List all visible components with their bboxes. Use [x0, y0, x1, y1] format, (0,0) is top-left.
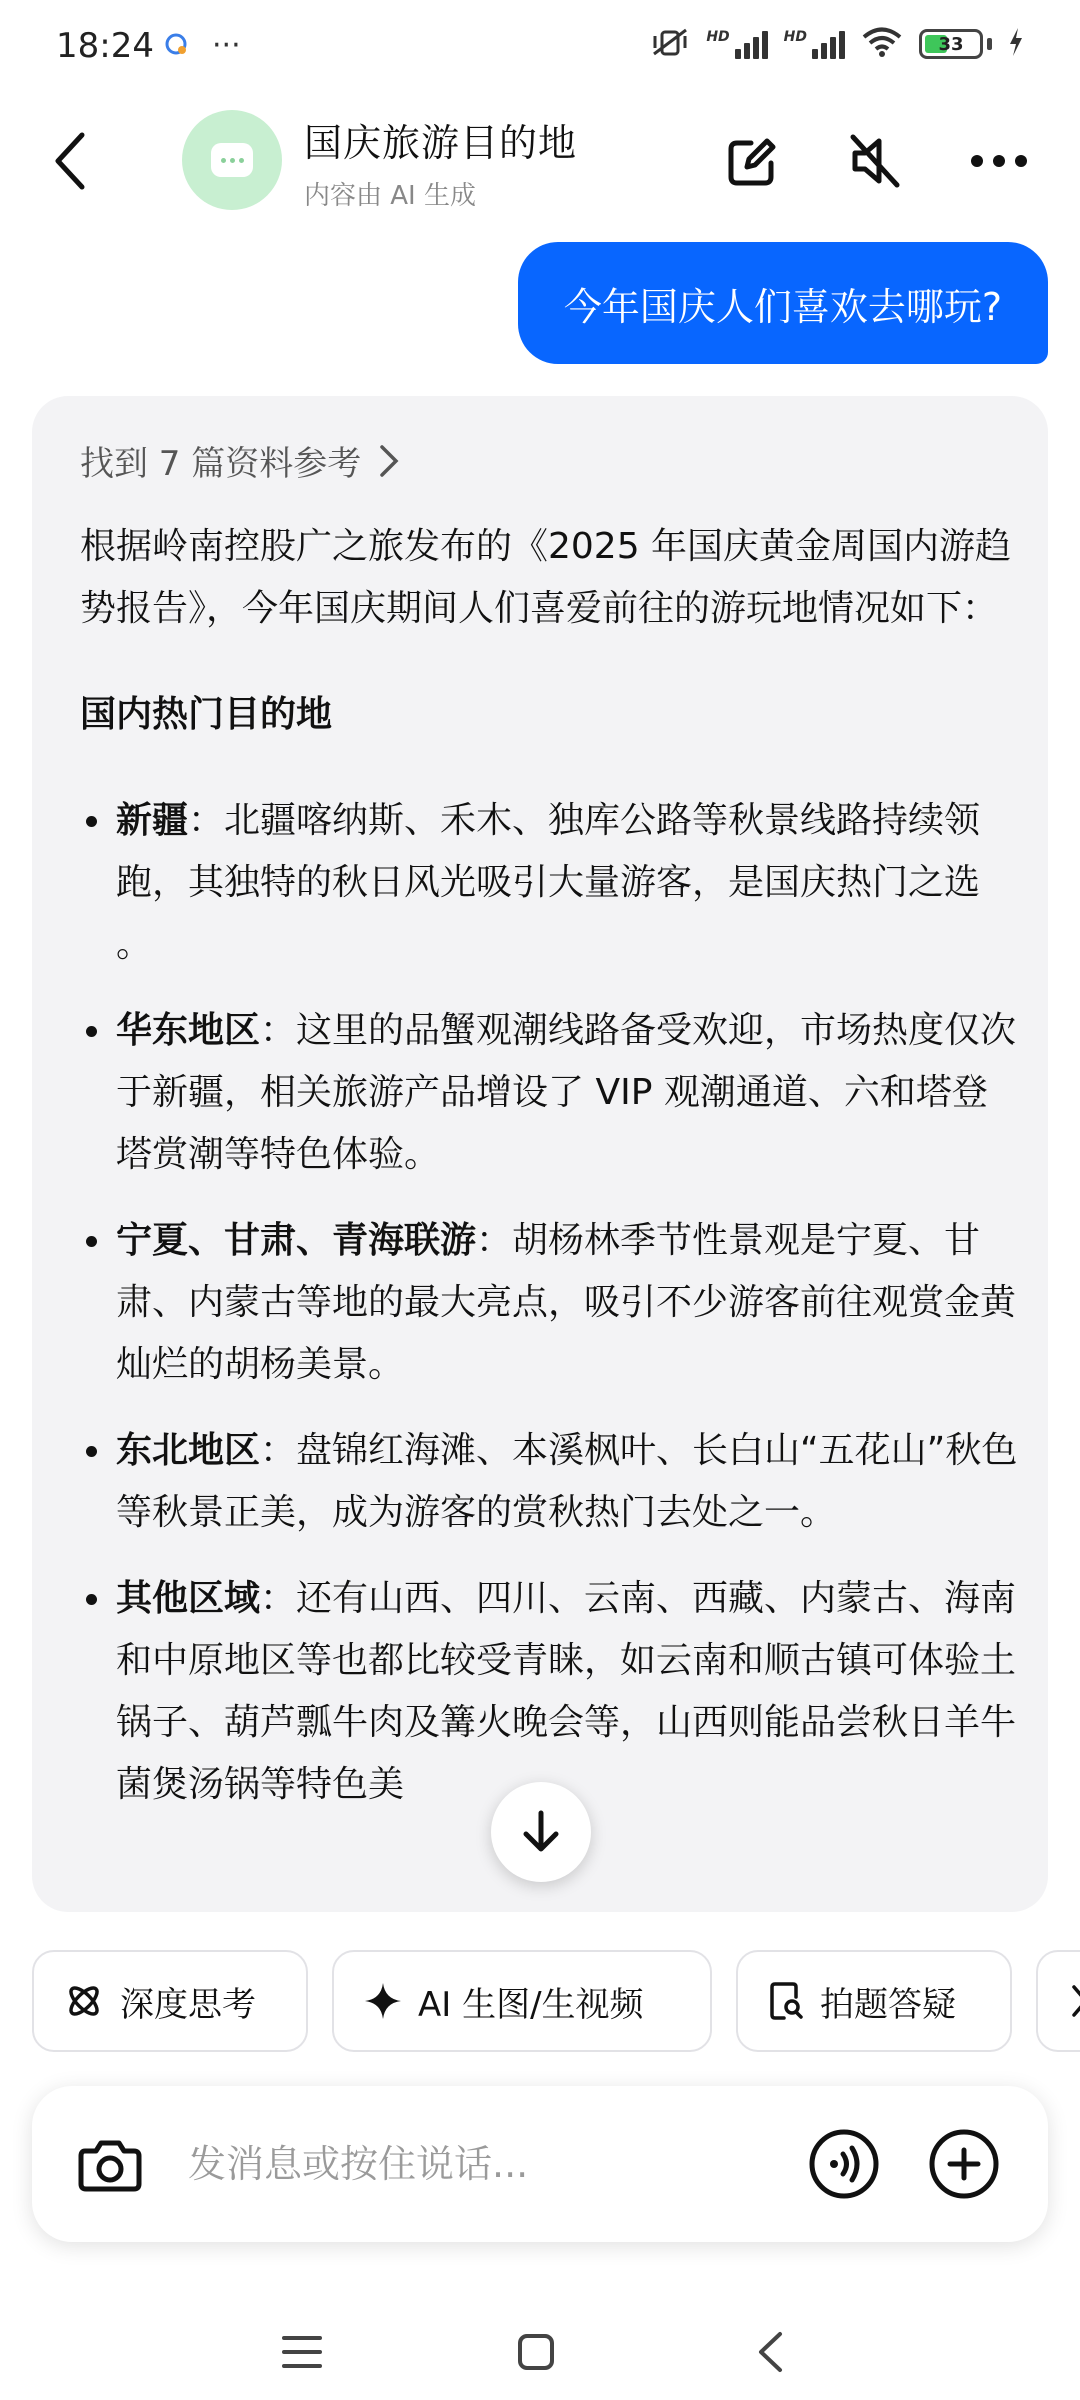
camera-button[interactable] [72, 2126, 148, 2202]
list-item-text: ：盘锦红海滩、本溪枫叶、长白山“五花山”秋色等秋景正美，成为游客的赏秋热门去处之一。 [116, 1430, 1018, 1533]
tool-icon [1068, 1981, 1080, 2021]
list-item-text: ：胡杨林季节性景观是宁夏、甘肃、内蒙古等地的最大亮点，吸引不少游客前往观赏金黄灿烂的胡杨美景。 [116, 1220, 1017, 1385]
status-right [650, 26, 1024, 62]
vibrate-mute-icon [650, 26, 690, 62]
plus-icon [928, 2128, 1000, 2200]
chip-label: 拍题答疑 [820, 1984, 956, 2025]
list-item-other [80, 1568, 1020, 1816]
chip-label: 深度思考 [120, 1984, 256, 2025]
chat-header [0, 96, 1080, 226]
camera-icon [77, 2135, 143, 2193]
edit-button[interactable] [718, 126, 788, 196]
signal-1-icon: HD [706, 29, 767, 59]
message-input-bar [32, 2086, 1048, 2242]
recent-apps-button[interactable] [272, 2322, 332, 2382]
status-time: 18:24 [56, 26, 154, 66]
list-item-label: 东北地区 [116, 1430, 261, 1471]
ai-answer-card [32, 396, 1048, 1912]
deep-think-chip[interactable] [32, 1950, 308, 2052]
battery-icon: 33 [919, 29, 983, 59]
atom-icon [64, 1981, 104, 2021]
user-message-bubble[interactable]: 今年国庆人们喜欢去哪玩? [518, 242, 1048, 364]
mute-button[interactable] [840, 126, 910, 196]
list-item-northeast [80, 1420, 1020, 1544]
status-bar [0, 0, 1080, 96]
ai-image-video-chip[interactable] [332, 1950, 712, 2052]
quick-actions-bar [32, 1950, 1080, 2054]
photo-question-chip[interactable] [736, 1950, 1012, 2052]
more-icon [969, 153, 1029, 169]
list-item-text: ：这里的品蟹观潮线路备受欢迎，市场热度仅次于新疆，相关旅游产品增设了 VIP 观潮通道、六和塔登塔赏潮等特色体验。 [116, 1010, 1017, 1175]
back-triangle-icon [755, 2330, 785, 2374]
answer-body [80, 516, 1020, 1840]
back-button[interactable] [40, 126, 100, 196]
bot-avatar[interactable] [182, 110, 282, 210]
list-item-xinjiang [80, 790, 1020, 976]
status-left-icons [162, 30, 241, 62]
voice-call-button[interactable] [806, 2126, 882, 2202]
home-square-icon [516, 2332, 556, 2372]
chevron-right-icon [379, 444, 399, 478]
more-button[interactable] [964, 126, 1034, 196]
list-item-label: 其他区域 [116, 1578, 261, 1619]
document-search-icon [768, 1981, 804, 2021]
list-item-east-china [80, 1000, 1020, 1186]
more-tools-chip[interactable] [1036, 1950, 1080, 2052]
back-icon [50, 131, 90, 191]
sparkle-icon [364, 1982, 402, 2020]
references-label: 找到 7 篇资料参考 [80, 444, 362, 484]
list-item-northwest [80, 1210, 1020, 1396]
voice-wave-icon [808, 2128, 880, 2200]
battery-tip [987, 38, 992, 50]
chat-subtitle: 内容由 AI 生成 [304, 181, 476, 211]
section-title: 国内热门目的地 [80, 694, 333, 735]
app-notification-icon [162, 30, 190, 62]
list-item-label: 华东地区 [116, 1010, 261, 1051]
chat-title: 国庆旅游目的地 [304, 121, 578, 165]
list-item-label: 新疆 [116, 800, 189, 841]
list-item-label: 宁夏、甘肃、青海联游 [116, 1220, 477, 1261]
mute-icon [847, 131, 903, 191]
references-link[interactable] [80, 436, 399, 485]
chat-bubble-icon [211, 143, 253, 177]
add-attachment-button[interactable] [926, 2126, 1002, 2202]
arrow-down-icon [521, 1810, 561, 1854]
chip-label: AI 生图/生视频 [418, 1984, 644, 2025]
answer-intro: 根据岭南控股广之旅发布的《2025 年国庆黄金周国内游趋势报告》，今年国庆期间人们喜爱前往的游玩地情况如下： [80, 526, 1012, 629]
system-nav-bar [0, 2300, 1080, 2400]
more-notifications: ··· [212, 28, 241, 63]
home-button[interactable] [506, 2322, 566, 2382]
charging-icon [1008, 28, 1024, 60]
list-item-text: ：北疆喀纳斯、禾木、独库公路等秋景线路持续领跑，其独特的秋日风光吸引大量游客，是国庆热门之选 。 [116, 800, 981, 965]
scroll-to-bottom-button[interactable] [491, 1782, 591, 1882]
menu-icon [281, 2334, 323, 2370]
edit-icon [725, 133, 781, 189]
destination-list [80, 790, 1020, 1816]
title-block [304, 112, 577, 212]
message-input[interactable] [188, 2134, 748, 2194]
system-back-button[interactable] [740, 2322, 800, 2382]
signal-2-icon: HD [784, 29, 845, 59]
list-item-text: ：还有山西、四川、云南、西藏、内蒙古、海南和中原地区等也都比较受青睐，如云南和顺古镇可体验土锅子、葫芦瓢牛肉及篝火晚会等，山西则能品尝秋日羊牛菌煲汤锅等特色美 [116, 1578, 1017, 1805]
wifi-icon [861, 26, 903, 62]
